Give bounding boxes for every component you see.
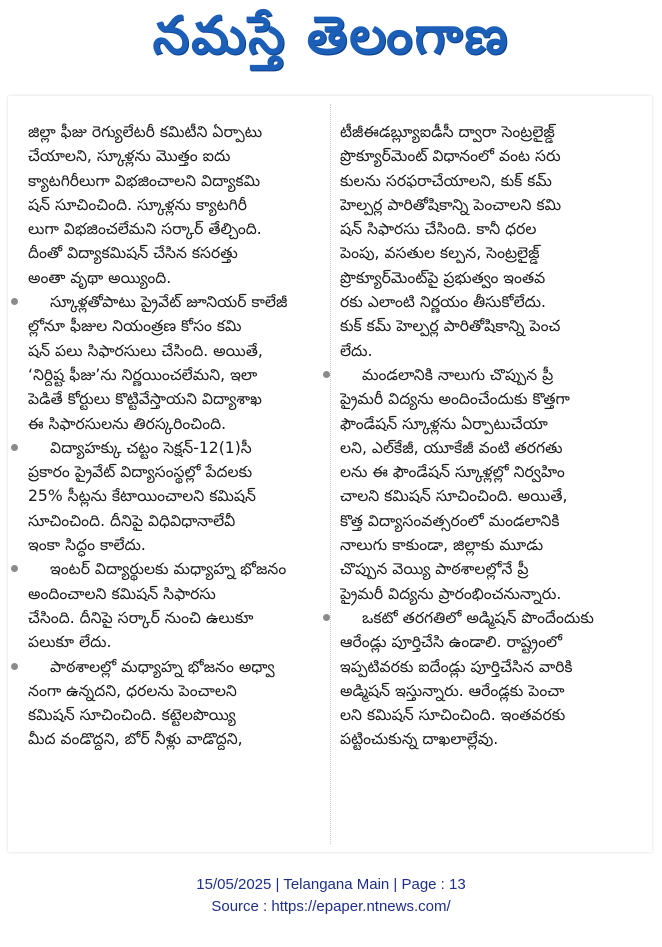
article-line: కొత్త విద్యాసంవత్సరంలో మండలానికి	[340, 511, 560, 530]
article-paragraph	[28, 557, 324, 654]
article-line: దీంతో విద్యాకమిషన్ చేసిన కసరత్తు	[28, 244, 238, 263]
article-line: లని, ఎల్‌కేజీ, యూకేజీ వంటి తరగతు	[340, 438, 563, 457]
bullet-dot-icon	[323, 614, 330, 621]
article-line: ఇప్పటివరకు ఐదేండ్లు పూర్తిచేసిన వారికి	[340, 657, 573, 676]
article-line: లేదు.	[340, 341, 373, 360]
article-line: చేసింది. దీనిపై సర్కార్ నుంచి ఉలుకూ	[28, 608, 254, 627]
article-column-right	[340, 120, 636, 752]
article-line: మీద వండొద్దని, బోర్ నీళ్లు వాడొద్దని,	[28, 730, 243, 749]
article-paragraph	[28, 655, 324, 752]
article-line: కులను సరఫరాచేయాలని, కుక్ కమ్	[340, 171, 552, 190]
column-divider	[330, 104, 331, 844]
article-line: ప్రొక్యూర్‌మెంట్ విధానంలో వంట సరు	[340, 147, 561, 166]
article-line: లను ఈ ఫౌండేషన్ స్కూళ్లల్లో నిర్వహిం	[340, 463, 565, 482]
article-line: షన్ సూచించింది. స్కూళ్లను క్యాటగిరీ	[28, 195, 247, 214]
article-paragraph	[28, 436, 324, 557]
bullet-dot-icon	[11, 444, 18, 451]
article-line: అంతా వృథా అయ్యింది.	[28, 268, 172, 287]
article-paragraph	[340, 606, 636, 752]
article-line: చేయాలని, స్కూళ్లను మొత్తం ఐదు	[28, 147, 231, 166]
article-line: జిల్లా ఫీజు రెగ్యులేటరీ కమిటీని ఏర్పాటు	[28, 123, 263, 141]
article-line: కమిషన్ సూచించింది. కట్టెలపొయ్యి	[28, 706, 236, 725]
article-line: పట్టించుకున్న దాఖలాల్లేవు.	[340, 730, 499, 749]
article-line: అడ్మిషన్ ఇస్తున్నారు. ఆరేండ్లకు పెంచా	[340, 681, 565, 700]
article-clipping	[8, 96, 652, 852]
article-line: నంగా ఉన్నదని, ధరలను పెంచాలని	[28, 681, 237, 700]
article-line: చాలని కమిషన్ సూచించింది. అయితే,	[340, 487, 568, 506]
article-line: నాలుగు కాకుండా, జిల్లాకు మూడు	[340, 536, 544, 555]
article-paragraph	[340, 120, 636, 363]
article-line: ఇంకా సిద్ధం కాలేదు.	[28, 536, 146, 555]
article-line: టీజీఈడబ్ల్యూఐడీసీ ద్వారా సెంట్రలైజ్డ్	[340, 123, 555, 141]
page-footer	[0, 874, 662, 918]
article-line: 25% సీట్లను కేటాయించాలని కమిషన్	[28, 487, 256, 506]
article-line: స్కూళ్లతోపాటు ప్రైవేట్ జూనియర్ కాలేజీ	[50, 293, 288, 312]
bullet-dot-icon	[11, 298, 18, 305]
article-line: ల్లోనూ ఫీజుల నియంత్రణ కోసం కమి	[28, 317, 242, 336]
article-line: ప్రకారం ప్రైవేట్ విద్యాసంస్థల్లో పేదలకు	[28, 463, 253, 482]
article-line: చొప్పున వెయ్యి పాఠశాలల్లోనే ప్రీ	[340, 560, 529, 579]
newspaper-logo: నమస్తే తెలంగాణ	[152, 5, 510, 66]
masthead	[0, 0, 662, 84]
article-line: ప్రొక్యూర్‌మెంట్‌పై ప్రభుత్వం ఇంతవ	[340, 268, 546, 287]
article-line: పాఠశాలల్లో మధ్యాహ్న భోజనం అధ్వా	[50, 657, 275, 676]
article-paragraph	[28, 290, 324, 436]
article-line: విద్యాహక్కు చట్టం సెక్షన్-12(1)సీ	[50, 438, 252, 457]
article-paragraph	[340, 363, 636, 606]
article-line: అందించాలని కమిషన్ సిఫారసు	[28, 584, 216, 603]
article-line: ‘నిర్దిష్ట ఫీజు’ను నిర్ణయించలేమని, ఇలా	[28, 365, 258, 384]
article-column-left	[28, 120, 324, 752]
article-line: షన్ సిఫారసు చేసింది. కానీ ధరల	[340, 220, 537, 239]
article-line: ఈ సిఫారసులను తిరస్కరించింది.	[28, 414, 227, 433]
article-line: ఆరేండ్లు పూర్తిచేసి ఉండాలి. రాష్ట్రంలో	[340, 633, 563, 652]
article-paragraph	[28, 120, 324, 290]
article-line: హెల్పర్ల పారితోషికాన్ని పెంచాలని కమి	[340, 195, 562, 214]
article-line: ప్రైమరీ విద్యను ప్రారంభించనున్నారు.	[340, 584, 562, 603]
article-line: షన్ పలు సిఫారసులు చేసింది. అయితే,	[28, 341, 263, 360]
article-line: సూచించింది. దీనిపై విధివిధానాలేవీ	[28, 511, 236, 530]
article-line: ఫౌండేషన్ స్కూళ్లను ఏర్పాటుచేయా	[340, 414, 548, 433]
article-line: లుగా విభజించలేమని సర్కార్ తేల్చింది.	[28, 220, 262, 239]
article-line: పెడితే కోర్టులు కొట్టివేస్తాయని విద్యాశాఖ	[28, 390, 262, 409]
article-line: ఒకటో తరగతిలో అడ్మిషన్ పొందేందుకు	[362, 608, 594, 627]
bullet-dot-icon	[11, 663, 18, 670]
article-line: క్యాటగిరీలుగా విభజించాలని విద్యాకమి	[28, 171, 261, 190]
article-line: పలుకూ లేదు.	[28, 633, 112, 652]
article-line: ప్రైమరీ విద్యను అందించేందుకు కొత్తగా	[340, 390, 570, 409]
article-line: రకు ఎలాంటి నిర్ణయం తీసుకోలేదు.	[340, 293, 546, 312]
source-info: Source : https://epaper.ntnews.com/	[211, 898, 451, 915]
article-line: మండలానికి నాలుగు చొప్పున ప్రీ	[362, 365, 554, 384]
edition-info: 15/05/2025 | Telangana Main | Page : 13	[196, 876, 466, 893]
article-line: లని కమిషన్ సూచించింది. ఇంతవరకు	[340, 706, 566, 725]
article-line: ఇంటర్ విద్యార్థులకు మధ్యాహ్న భోజనం	[50, 560, 287, 579]
article-line: పెంపు, వసతుల కల్పన, సెంట్రలైజ్డ్	[340, 244, 540, 263]
article-line: కుక్ కమ్ హెల్పర్ల పారితోషికాన్ని పెంచ	[340, 317, 561, 336]
bullet-dot-icon	[11, 565, 18, 572]
bullet-dot-icon	[323, 371, 330, 378]
